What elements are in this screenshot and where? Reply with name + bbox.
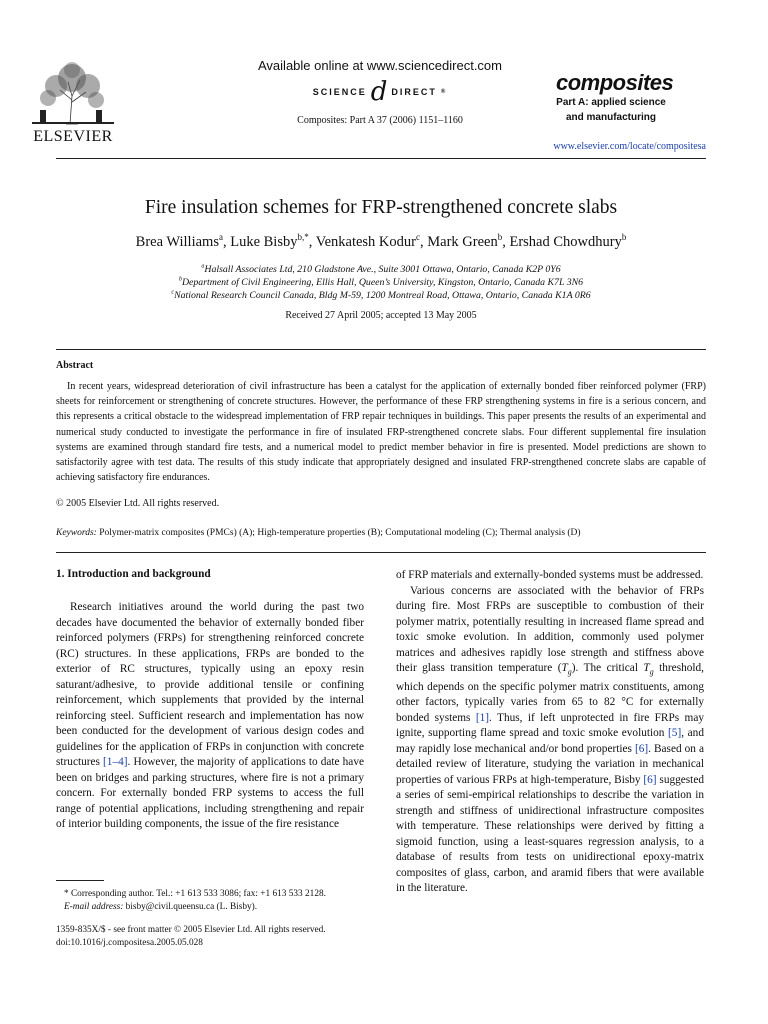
symbol-g: g bbox=[649, 667, 654, 677]
email-address: bisby@civil.queensu.ca (L. Bisby). bbox=[125, 901, 258, 912]
author-list: Brea Williams$^a$, Luke Bisby$^{b,*}$, Venkatesh Kodur$^c$, Mark Green$^b$, Ershad Chowdhury$^b$ bbox=[135, 232, 627, 250]
abstract-bottom-divider bbox=[56, 552, 706, 553]
author-affil-sup: b,* bbox=[297, 232, 309, 243]
email-label: E-mail address: bbox=[64, 901, 124, 912]
paper-title: Fire insulation schemes for FRP-strengthened concrete slabs bbox=[144, 197, 618, 218]
affil-sup: b bbox=[178, 276, 182, 283]
left-column bbox=[56, 600, 364, 833]
abstract-copyright: © 2005 Elsevier Ltd. All rights reserved. bbox=[56, 498, 220, 509]
text-run: threshold, which depends on the specific polymer matrix constituents, among other factors, typically varies from 65 to 82 °C for externally bonded systems bbox=[396, 662, 704, 724]
header-divider bbox=[56, 158, 706, 159]
affiliation-line bbox=[56, 289, 706, 302]
sciencedirect-header bbox=[230, 58, 530, 126]
author-name: Brea Williams bbox=[135, 234, 219, 250]
text-run: Various concerns are associated with the behavior of FRPs during fire. Most FRPs are susceptible to combustion of their polymer matrix, potentially resulting in increased flame spread and toxic smoke evolution. In addition, commonly used polymer matrices and adhesives rapidly lose strength and stiffness above their glass transition temperature ( bbox=[396, 584, 704, 674]
journal-part-line2: and manufacturing bbox=[565, 112, 656, 123]
sciencedirect-logo: SCIENCE d DIRECT ® bbox=[312, 77, 448, 107]
author-affil-sup: c bbox=[416, 232, 420, 243]
journal-reference: Composites: Part A 37 (2006) 1151–1160 bbox=[297, 115, 463, 126]
symbol-T: T bbox=[643, 662, 650, 674]
text-run: Research initiatives around the world during the past two decades have documented the behavior of externally bonded fiber reinforced polymers (FRPs) for strengthening reinforced concrete (RC) structures. In these applications, FRPs are bonded to the exterior of RC structures, typically using an epoxy resin saturant/adhesive, to provide additional tensile or confining reinforcement, which supplements that provided by the internal reinforcing steel. Sufficient research and implementation has now been conducted for the development of various design codes and guidelines for the application of FRPs in conjunction with concrete structures bbox=[56, 601, 364, 768]
citation-link[interactable]: [1] bbox=[475, 711, 490, 724]
author-affil-sup: a bbox=[218, 232, 223, 243]
author-name: Luke Bisby bbox=[230, 234, 298, 250]
available-online: Available online at www.sciencedirect.com bbox=[258, 58, 502, 73]
author-name: Venkatesh Kodur bbox=[315, 234, 416, 250]
citation-link[interactable]: [5] bbox=[668, 727, 682, 740]
affiliation-line bbox=[56, 263, 706, 276]
journal-name: composites bbox=[556, 70, 674, 95]
footnote-divider bbox=[56, 880, 104, 881]
corresponding-author: * Corresponding author. Tel.: +1 613 533 3086; fax: +1 613 533 2128. bbox=[64, 889, 326, 899]
affil-text: Halsall Associates Ltd, 210 Gladstone Ave., Suite 3001 Ottawa, Ontario, Canada K2P 0Y6 bbox=[204, 264, 561, 275]
doi-line: doi:10.1016/j.compositesa.2005.05.028 bbox=[56, 937, 203, 948]
citation-link[interactable]: [6] bbox=[634, 742, 649, 755]
bottom-notes bbox=[56, 924, 376, 949]
text-run: ). The critical bbox=[571, 662, 644, 674]
author-affil-sup: b bbox=[497, 232, 503, 243]
right-paragraph-continued: of FRP materials and externally-bonded systems must be addressed. bbox=[396, 569, 704, 581]
right-column bbox=[396, 568, 704, 897]
journal-url-link[interactable]: www.elsevier.com/locate/compositesa bbox=[553, 141, 706, 152]
journal-logo bbox=[556, 72, 726, 124]
keywords-text: Polymer-matrix composites (PMCs) (A); High-temperature properties (B); Computational modeling (C); Thermal analysis (D) bbox=[99, 528, 581, 538]
publisher-wordmark: ELSEVIER bbox=[33, 128, 113, 145]
section-heading: 1. Introduction and background bbox=[56, 568, 211, 580]
citation-link[interactable]: [6] bbox=[643, 773, 657, 786]
issn-line: 1359-835X/$ - see front matter © 2005 Elsevier Ltd. All rights reserved. bbox=[56, 925, 326, 935]
journal-part-line1: Part A: applied science bbox=[556, 97, 666, 108]
affiliation-line bbox=[56, 276, 706, 289]
elsevier-tree-logo-icon bbox=[26, 60, 120, 126]
keywords bbox=[56, 528, 706, 538]
affil-sup: c bbox=[171, 289, 175, 296]
text-run: . Thus, if left unprotected in fire FRPs may ignite, supporting flame spread and toxic smoke evolution bbox=[396, 711, 704, 740]
text-run: . Based on a detailed review of literature, studying the variation in mechanical properties of various FRPs at high-temperature, Bisby bbox=[396, 742, 704, 786]
keywords-label: Keywords: bbox=[56, 528, 97, 538]
abstract-body bbox=[56, 379, 706, 485]
text-run: . However, the majority of applications to date have been on bridges and parking structures, where fire is not a primary concern. For externally bonded FRP systems to access the full range of potential applications, including strengthening and repair of interior building components, the issue of the fire resistance bbox=[56, 756, 364, 830]
received-dates: Received 27 April 2005; accepted 13 May 2005 bbox=[285, 310, 477, 321]
affil-sup: a bbox=[201, 263, 205, 270]
author-name: Mark Green bbox=[427, 234, 498, 250]
abstract-text: In recent years, widespread deterioration of civil infrastructure has been a catalyst for the application of externally bonded fiber reinforced polymer (FRP) sheets for reinforcement or strengthening of concrete structures. However, the performance of these FRP strengthening systems in fire is a serious concern, and this represents a critical obstacle to the widespread implementation of FRP repair techniques in buildings. This paper presents the results of an experimental and numerical study conducted to investigate the performance in fire of insulated FRP-strengthened concrete slabs. Four different supplemental fire insulation systems are examined through standard fire tests, and a numerical model to predict member behavior in fire is presented. Model predictions are shown to satisfactorily agree with test data. The results of this study indicate that appropriately designed and insulated FRP-strengthened concrete slabs are capable of achieving satisfactory fire endurances. bbox=[56, 381, 706, 484]
symbol-T: T bbox=[561, 662, 568, 674]
author-name: Ershad Chowdhury bbox=[509, 234, 622, 250]
author-affil-sup: b bbox=[621, 232, 627, 243]
text-run: , and may rapidly lose mechanical and/or bond properties bbox=[396, 727, 704, 755]
email-line bbox=[56, 901, 376, 914]
citation-link[interactable]: [1–4] bbox=[103, 756, 128, 768]
affil-text: National Research Council Canada, Bldg M-59, 1200 Montreal Road, Ottawa, Ontario, Canada K1A 0R6 bbox=[174, 290, 591, 301]
right-paragraph bbox=[396, 584, 704, 897]
elsevier-logo bbox=[26, 60, 126, 146]
text-run: suggested a series of semi-empirical relationships to describe the variation in strength and stiffness of unidirectional infrastructure composites with temperature. These relationships were derived by fitting a sigmoid function, using a least-squares regression analysis, to a database of results from tests on unidirectional epoxy-matrix composites of glass, carbon, and aramid fibers that were available in the literature. bbox=[396, 773, 704, 895]
sd-left: SCIENCE bbox=[312, 87, 367, 97]
affil-text: Department of Civil Engineering, Ellis Hall, Queen’s University, Kingston, Ontario, Canada K7L 3N6 bbox=[181, 277, 584, 288]
abstract-heading: Abstract bbox=[56, 360, 94, 371]
symbol-g: g bbox=[567, 667, 572, 677]
left-paragraph bbox=[56, 600, 364, 833]
sciencedirect-at-logo-icon: d bbox=[370, 77, 388, 107]
affiliations bbox=[56, 263, 706, 302]
abstract-top-divider bbox=[56, 349, 706, 350]
sd-right: DIRECT bbox=[391, 87, 437, 97]
journal-url-container bbox=[520, 141, 706, 152]
footnote bbox=[56, 888, 376, 913]
